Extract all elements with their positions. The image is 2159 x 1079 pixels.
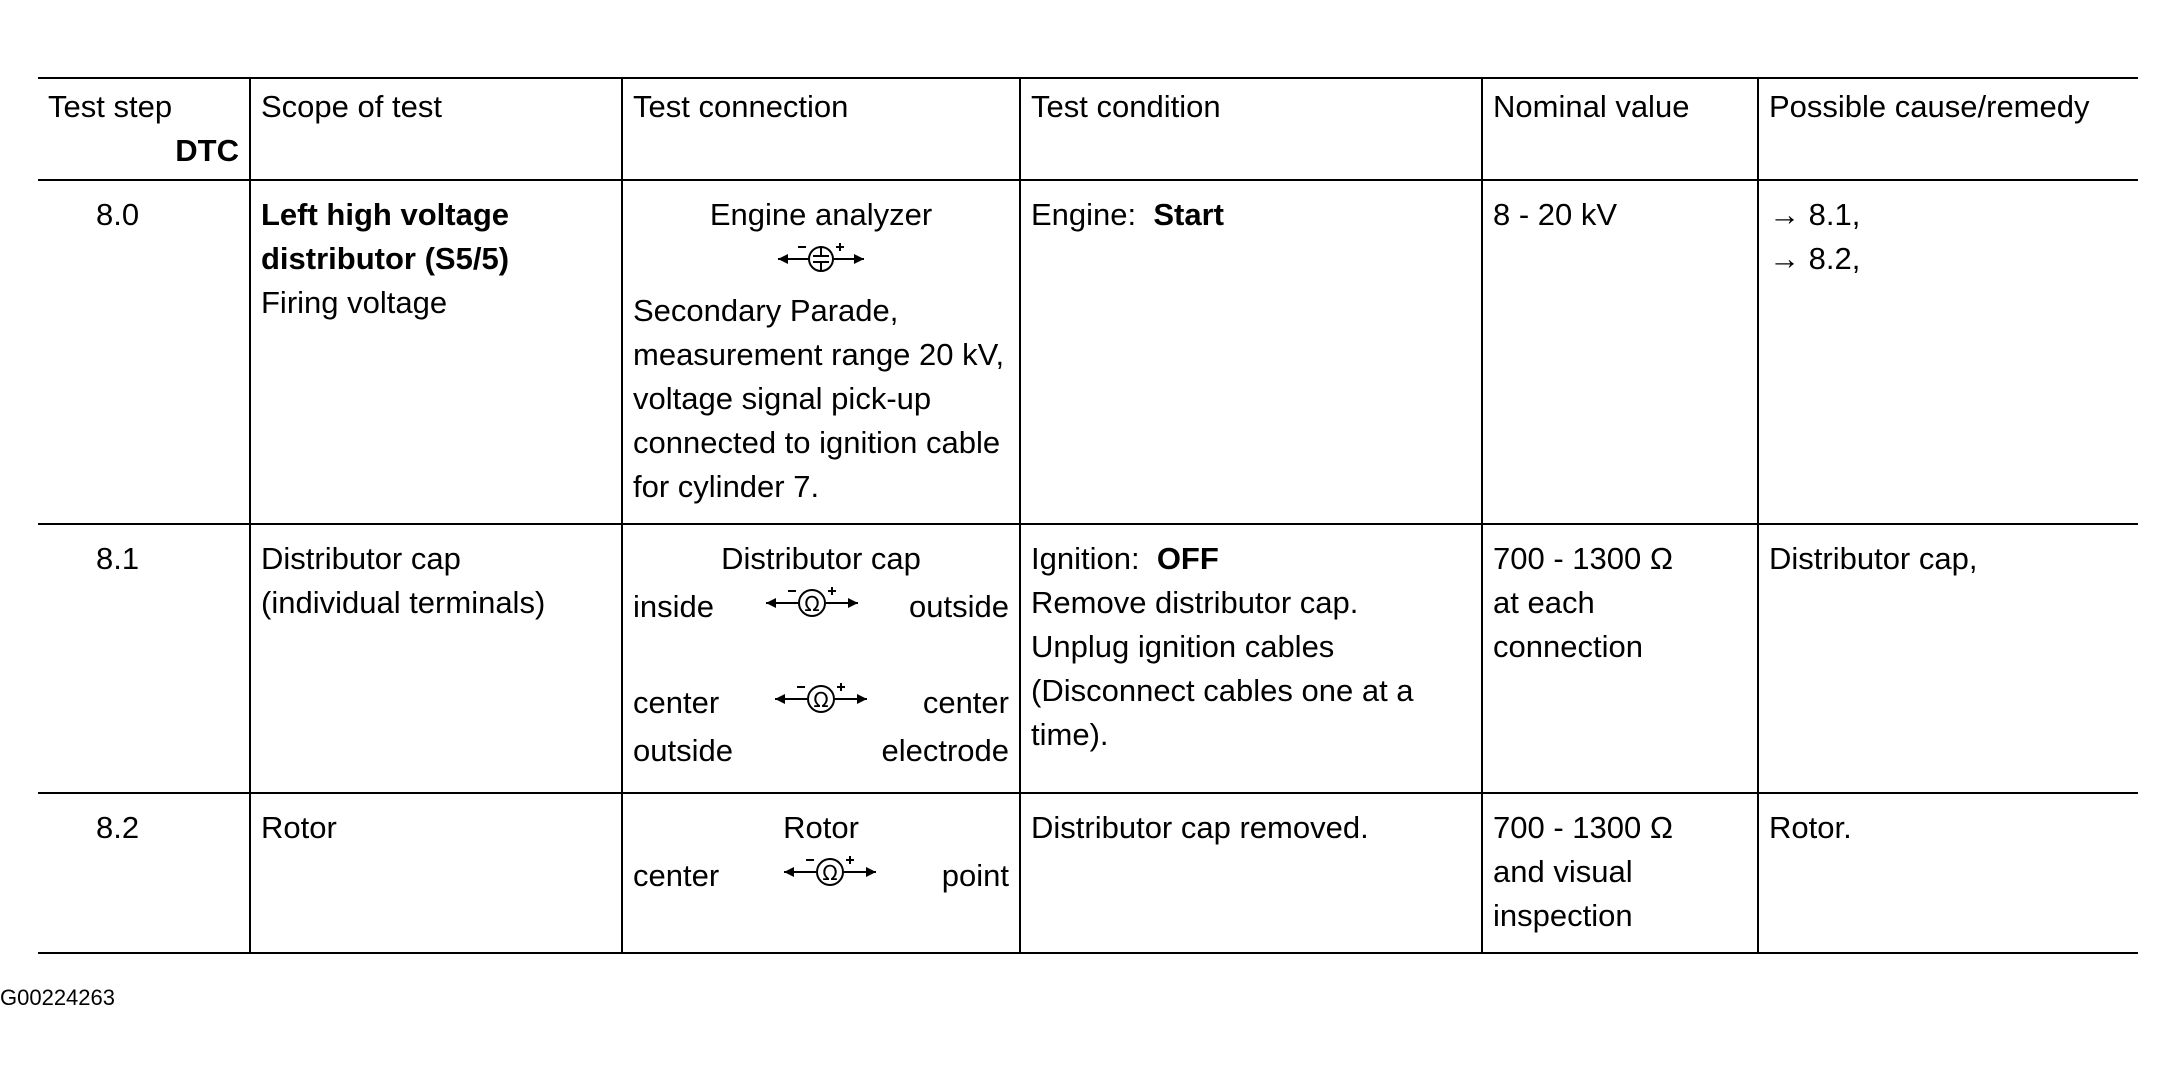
figure-code: G00224263 bbox=[0, 985, 115, 1010]
remedy-link[interactable]: → 8.2, bbox=[1769, 241, 1861, 276]
scope-title-line: distributor (S5/5) bbox=[261, 241, 510, 276]
header-row bbox=[38, 78, 2138, 180]
scope-title-line: Left high voltage bbox=[261, 197, 509, 232]
connection-left: outside bbox=[633, 733, 733, 768]
header-test-step-label: Test step bbox=[48, 89, 173, 124]
connection-line bbox=[633, 850, 1009, 902]
remedy-link[interactable]: → 8.1, bbox=[1769, 197, 1861, 232]
nominal-value: 700 - 1300 Ω bbox=[1493, 541, 1674, 576]
connection-title: Rotor bbox=[783, 810, 859, 845]
header-connection: Test connection bbox=[622, 78, 1020, 180]
remedy-cell: Distributor cap, bbox=[1758, 524, 2138, 793]
connection-cell bbox=[622, 793, 1020, 953]
nominal-cell: 8 - 20 kV bbox=[1482, 180, 1758, 524]
table-row bbox=[38, 524, 2138, 793]
step-number: 8.2 bbox=[38, 793, 250, 953]
nominal-cell bbox=[1482, 793, 1758, 953]
header-condition: Test condition bbox=[1020, 78, 1482, 180]
step-number: 8.1 bbox=[38, 524, 250, 793]
condition-label: Ignition: bbox=[1031, 541, 1140, 576]
connection-left: center bbox=[633, 685, 720, 720]
header-nominal: Nominal value bbox=[1482, 78, 1758, 180]
connection-left: inside bbox=[633, 589, 714, 624]
nominal-note: inspection bbox=[1493, 898, 1633, 933]
scope-cell bbox=[250, 524, 622, 793]
svg-text:Ω: Ω bbox=[822, 861, 839, 885]
connection-right: point bbox=[941, 858, 1009, 893]
condition-line: time). bbox=[1031, 717, 1109, 752]
table-row bbox=[38, 180, 2138, 524]
scope-title-line: Distributor cap bbox=[261, 541, 461, 576]
condition-cell bbox=[1020, 524, 1482, 793]
header-dtc-label: DTC bbox=[175, 133, 239, 168]
ohmmeter-symbol-icon bbox=[773, 677, 869, 729]
connection-line bbox=[633, 581, 1009, 633]
header-test-step bbox=[38, 78, 250, 180]
capacitor-symbol-icon bbox=[633, 237, 1009, 289]
connection-right: outside bbox=[909, 589, 1009, 624]
condition-value: Start bbox=[1153, 197, 1225, 232]
header-scope: Scope of test bbox=[250, 78, 622, 180]
remedy-cell: Rotor. bbox=[1758, 793, 2138, 953]
condition-line: Remove distributor cap. bbox=[1031, 585, 1359, 620]
connection-line bbox=[633, 677, 1009, 729]
remedy-cell bbox=[1758, 180, 2138, 524]
ohmmeter-symbol-icon bbox=[782, 850, 878, 902]
nominal-cell bbox=[1482, 524, 1758, 793]
scope-cell: Rotor bbox=[250, 793, 622, 953]
connection-right: electrode bbox=[881, 733, 1009, 768]
header-remedy: Possible cause/remedy bbox=[1758, 78, 2138, 180]
condition-cell bbox=[1020, 180, 1482, 524]
connection-left: center bbox=[633, 858, 720, 893]
scope-detail: Firing voltage bbox=[261, 285, 448, 320]
connection-detail: Secondary Parade, measurement range 20 kV, voltage signal pick-up connected to ignition cable for cylinder 7. bbox=[633, 293, 1005, 504]
step-number: 8.0 bbox=[38, 180, 250, 524]
table-row bbox=[38, 793, 2138, 953]
condition-cell: Distributor cap removed. bbox=[1020, 793, 1482, 953]
condition-label: Engine: bbox=[1031, 197, 1137, 232]
nominal-note: and visual bbox=[1493, 854, 1633, 889]
scope-cell bbox=[250, 180, 622, 524]
connection-title: Distributor cap bbox=[721, 541, 921, 576]
nominal-note: connection bbox=[1493, 629, 1643, 664]
connection-cell bbox=[622, 524, 1020, 793]
ohmmeter-symbol-icon bbox=[764, 581, 860, 633]
connection-title: Engine analyzer bbox=[709, 197, 933, 232]
connection-right: center bbox=[922, 685, 1009, 720]
nominal-note: at each bbox=[1493, 585, 1595, 620]
svg-text:Ω: Ω bbox=[813, 688, 829, 712]
condition-line: (Disconnect cables one at a bbox=[1031, 673, 1414, 708]
condition-value: OFF bbox=[1156, 541, 1219, 576]
svg-text:Ω: Ω bbox=[803, 592, 820, 616]
nominal-value: 700 - 1300 Ω bbox=[1493, 810, 1674, 845]
scope-detail: (individual terminals) bbox=[261, 585, 546, 620]
connection-line bbox=[633, 729, 1009, 773]
condition-line: Unplug ignition cables bbox=[1031, 629, 1335, 664]
connection-cell bbox=[622, 180, 1020, 524]
test-table bbox=[38, 77, 2138, 954]
